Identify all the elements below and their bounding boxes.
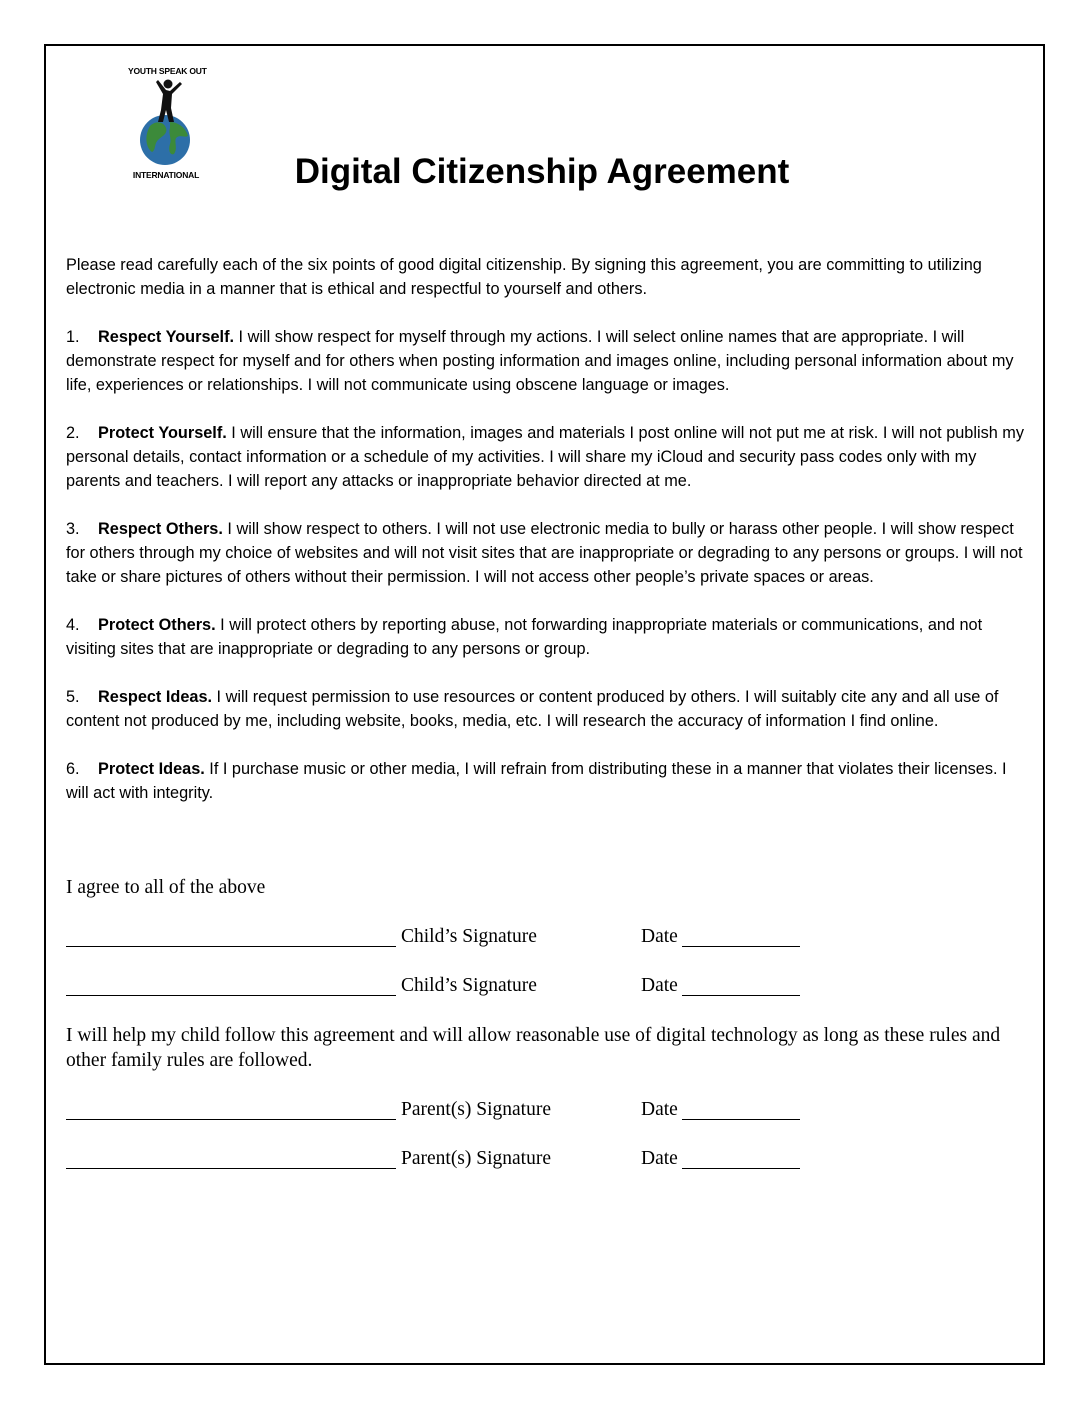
date-field[interactable] bbox=[682, 1148, 800, 1169]
intro-paragraph: Please read carefully each of the six points of good digital citizenship. By signing this agreement, you are committing to utilizing electronic media in a manner that is ethical and respectful to yourself and others. bbox=[66, 256, 982, 298]
rule-item bbox=[66, 517, 1026, 589]
child-signature-field[interactable] bbox=[66, 975, 396, 996]
rule-text: If I purchase music or other media, I will refrain from distributing these in a manner that violates their licenses. I will act with integrity. bbox=[66, 760, 1007, 802]
rules-list bbox=[66, 325, 1026, 829]
rule-text: I will show respect to others. I will not use electronic media to bully or harass other people. I will show respect for others through my choice of websites and will not visit sites that are inappropriate or degrading to any persons or groups. I will not take or share pictures of others without their permission. I will not access other people’s private spaces or areas. bbox=[66, 520, 1023, 586]
parent-signature-field[interactable] bbox=[66, 1148, 396, 1169]
parent-signature-field[interactable] bbox=[66, 1099, 396, 1120]
parent-statement: I will help my child follow this agreement and will allow reasonable use of digital technology as long as these rules and other family rules are followed. bbox=[66, 1025, 1001, 1071]
rule-item bbox=[66, 325, 1026, 397]
rule-item bbox=[66, 421, 1026, 493]
child-signature-label: Child’s Signature bbox=[401, 926, 537, 947]
rule-title: Respect Ideas. bbox=[98, 688, 213, 706]
rule-title: Respect Others. bbox=[98, 520, 223, 538]
rule-text: I will request permission to use resources or content produced by others. I will suitably cite any and all use of content not produced by me, including website, books, media, etc. I will research the accuracy of information I find online. bbox=[66, 688, 999, 730]
date-field[interactable] bbox=[682, 975, 800, 996]
date-label: Date bbox=[641, 1148, 678, 1169]
parent-signature-row bbox=[66, 1146, 826, 1172]
rule-number: 4. bbox=[66, 616, 80, 634]
rule-title: Protect Others. bbox=[98, 616, 216, 634]
rule-text: I will show respect for myself through my actions. I will select online names that are appropriate. I will demonstrate respect for myself and for others when posting information and images online, including personal information about my life, experiences or relationships. I will not communicate using obscene language or images. bbox=[66, 328, 1014, 394]
parent-signature-label: Parent(s) Signature bbox=[401, 1148, 552, 1169]
child-signature-field[interactable] bbox=[66, 926, 396, 947]
rule-item bbox=[66, 613, 1026, 661]
rule-number: 5. bbox=[66, 688, 80, 706]
rule-title: Protect Yourself. bbox=[98, 424, 227, 442]
child-signature-row bbox=[66, 973, 826, 999]
date-field[interactable] bbox=[682, 1099, 800, 1120]
logo-top-text: YOUTH SPEAK OUT bbox=[128, 66, 207, 76]
parent-signature-label: Parent(s) Signature bbox=[401, 1099, 552, 1120]
rule-text: I will ensure that the information, images and materials I post online will not put me at risk. I will not publish my personal details, contact information or a schedule of my activities. I will share my iCloud and security pass codes only with my parents and teachers. I will report any attacks or inappropriate behavior directed at me. bbox=[66, 424, 1025, 490]
rule-item bbox=[66, 757, 1026, 805]
date-label: Date bbox=[641, 975, 678, 996]
child-signature-row bbox=[66, 924, 826, 950]
rule-number: 6. bbox=[66, 760, 80, 778]
document-title: Digital Citizenship Agreement bbox=[294, 152, 790, 191]
rule-item bbox=[66, 685, 1026, 733]
rule-text: I will protect others by reporting abuse, not forwarding inappropriate materials or communications, and not visiting sites that are inappropriate or degrading to any persons or group. bbox=[66, 616, 983, 658]
rule-number: 3. bbox=[66, 520, 80, 538]
date-field[interactable] bbox=[682, 926, 800, 947]
rule-title: Respect Yourself. bbox=[98, 328, 235, 346]
agree-statement: I agree to all of the above bbox=[66, 877, 266, 898]
rule-title: Protect Ideas. bbox=[98, 760, 205, 778]
logo-bottom-text: INTERNATIONAL bbox=[132, 170, 200, 180]
rule-number: 2. bbox=[66, 424, 80, 442]
date-label: Date bbox=[641, 1099, 678, 1120]
date-label: Date bbox=[641, 926, 678, 947]
rule-number: 1. bbox=[66, 328, 80, 346]
parent-signature-row bbox=[66, 1097, 826, 1123]
child-signature-label: Child’s Signature bbox=[401, 975, 537, 996]
